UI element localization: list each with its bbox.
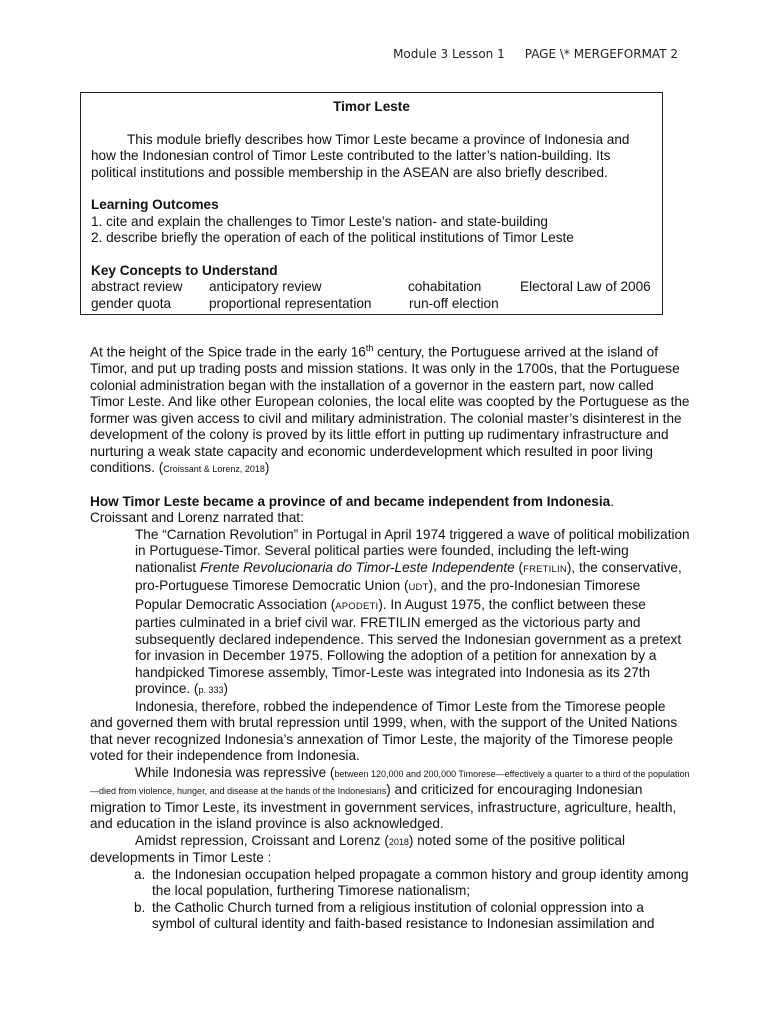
header-page-field: PAGE \* MERGEFORMAT 2 — [524, 47, 678, 61]
key-concept: anticipatory review — [209, 279, 322, 294]
header-lesson: Module 3 Lesson 1 — [393, 47, 505, 61]
list-item — [90, 900, 690, 933]
page-header — [393, 47, 678, 61]
list-marker: a. — [134, 866, 146, 882]
body-paragraph: Indonesia, therefore, robbed the independence of Timor Leste from the Timorese people and governed them with brutal repression until 1999, when, with the support of the United Nations that never recognized Indonesia’s annexation of Timor Leste, the majority of the Timorese people voted for their independence from Indonesia. — [90, 698, 678, 764]
learning-outcome-item: 2. describe briefly the operation of each of the political institutions of Timor Leste — [91, 230, 574, 245]
key-concept: Electoral Law of 2006 — [520, 279, 651, 294]
developments-list — [90, 867, 690, 933]
list-item-text: the Indonesian occupation helped propagate a common history and group identity among the local population, furthering Timorese nationalism; — [152, 866, 689, 899]
section-heading: How Timor Leste became a province of and became independent from Indonesia — [90, 493, 611, 509]
key-concepts-row — [91, 296, 652, 313]
module-summary-box — [80, 92, 663, 315]
section-heading-paragraph: How Timor Leste became a province of and became independent from Indonesia. — [90, 493, 614, 509]
citation: Croissant & Lorenz, 2018 — [163, 464, 265, 475]
key-concept: abstract review — [91, 279, 183, 294]
list-marker: b. — [134, 899, 146, 915]
body-paragraph: While Indonesia was repressive (between 120,000 and 200,000 Timorese—effectively a quarter to a third of the population—died from violence, hunger, and disease at the hands of the Indonesians) and criticized for encouraging Indonesian migration to Timor Leste, its investment in government services, infrastructure, agriculture, health, and education in the island province is also acknowledged. — [90, 764, 690, 832]
page-citation: p. 333 — [198, 685, 224, 696]
casualty-note: between 120,000 and 200,000 Timorese—effectively a quarter to a third of the population—died from violence, hunger, and disease at the hands of the Indonesians — [90, 768, 690, 797]
key-concept: proportional representation — [209, 295, 372, 311]
module-title: Timor Leste — [333, 99, 410, 114]
key-concept: run-off election — [409, 295, 499, 311]
body-paragraph: Amidst repression, Croissant and Lorenz (2018) noted some of the positive political developments in Timor Leste : — [90, 832, 626, 866]
block-quote: The “Carnation Revolution” in Portugal in April 1974 triggered a wave of political mobilization in Portuguese-Timor. Several political parties were founded, including the left-wing nationalist Frente Revolucionaria do Timor-Leste Independente (FRETILIN), the conservative, pro-Portuguese Timorese Democratic Union (UDT), and the pro-Indonesian Timorese Popular Democratic Association (APODETI). In August 1975, the conflict between these parties culminated in a brief civil war. FRETILIN emerged as the victorious party and subsequently declared independence. This served the Indonesian government as a pretext for invasion in December 1975. Following the adoption of a petition for annexation by a handpicked Timorese assembly, Timor-Leste was integrated into Indonesia as its 27th province. (p. 333) — [135, 526, 690, 697]
key-concepts-row — [91, 279, 652, 296]
key-concept: cohabitation — [408, 279, 482, 294]
list-item — [90, 867, 690, 900]
narrated-line: Croissant and Lorenz narrated that: — [90, 510, 304, 526]
key-concept: gender quota — [91, 295, 172, 311]
learning-outcome-item: 1. cite and explain the challenges to Timor Leste’s nation- and state-building — [91, 213, 548, 229]
learning-outcomes-heading: Learning Outcomes — [91, 197, 219, 212]
learning-outcomes-list — [91, 214, 652, 247]
intro-paragraph: At the height of the Spice trade in the early 16th century, the Portuguese arrived at the island of Timor, and put up trading posts and mission stations. It was only in the 1700s, that the Portuguese colonial administration began with the installation of a governor in the eastern part, now called Timor Leste. And like other European colonies, the local elite was coopted by the Portuguese as the former was given access to civil and military administration. The colonial master’s disinterest in the development of the colony is proved by its little effort in putting up rudimentary infrastructure and nurturing a weak state capacity and economic underdevelopment which resulted in poor living conditions. (Croissant & Lorenz, 2018) — [90, 343, 690, 476]
document-body — [90, 340, 690, 933]
key-concepts-heading: Key Concepts to Understand — [91, 262, 278, 278]
module-intro: This module briefly describes how Timor Leste became a province of Indonesia and how the Indonesian control of Timor Leste contributed to the latter’s nation-building. Its political institutions and possible membership in the ASEAN are also briefly described. — [91, 131, 630, 180]
list-item-text: the Catholic Church turned from a religious institution of colonial oppression into a symbol of cultural identity and faith-based resistance to Indonesian assimilation and — [152, 899, 655, 932]
